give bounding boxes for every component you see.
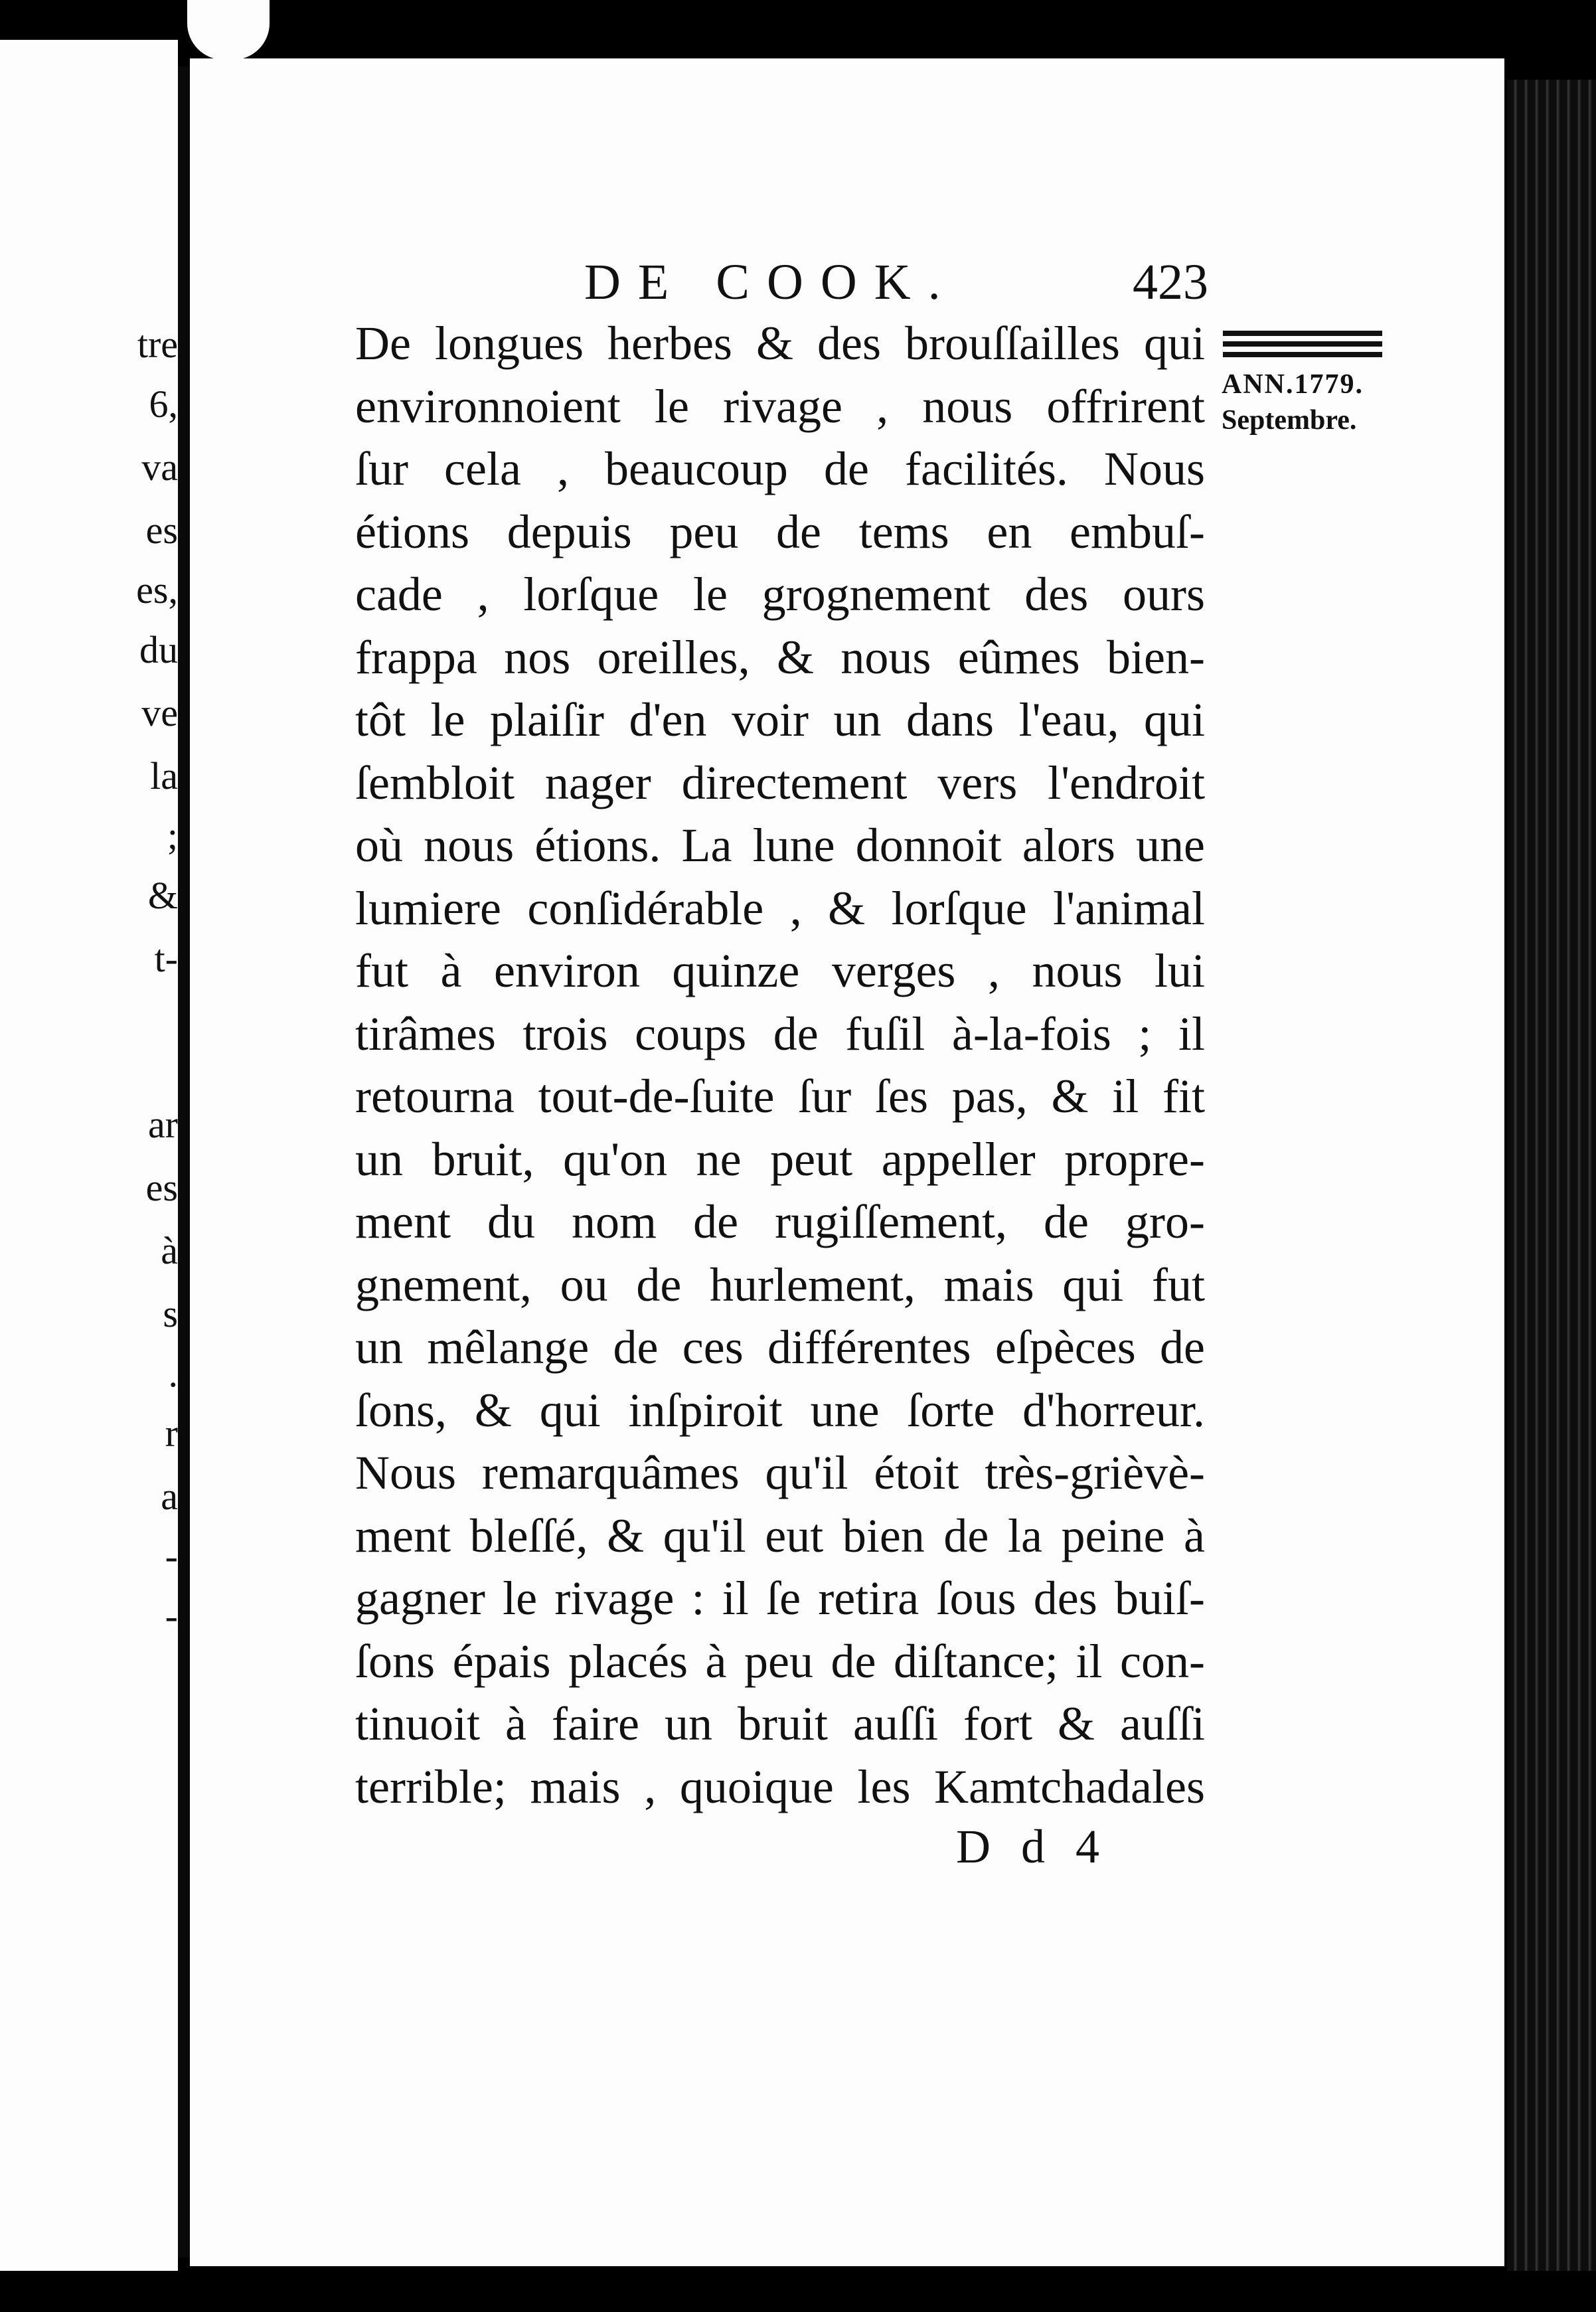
left-page-fragment: - [165, 1534, 178, 1578]
left-page-fragment: r [165, 1412, 178, 1455]
left-page-fragment: es, [136, 568, 178, 612]
body-line: gnement, ou de hurlement, mais qui fut [355, 1258, 1205, 1311]
left-page-edge [0, 40, 178, 2271]
body-line: lumiere conſidérable , & lorſque l'animal [355, 881, 1205, 935]
body-line: tôt le plaiſir d'en voir un dans l'eau, qui [355, 693, 1205, 746]
running-head [584, 254, 1208, 310]
running-title: DE COOK. [584, 254, 958, 310]
left-page-fragment: es [145, 1166, 178, 1209]
body-line: un mêlange de ces différentes eſpèces de [355, 1321, 1205, 1374]
left-page-fragment: t- [154, 937, 178, 980]
body-line: ſembloit nager directement vers l'endroit [355, 756, 1205, 809]
body-line: gagner le rivage : il ſe retira ſous des buiſ- [355, 1572, 1205, 1625]
left-page-fragment: ar [147, 1103, 178, 1146]
margin-note-rule [1223, 331, 1382, 357]
body-line: étions depuis peu de tems en embuſ- [355, 505, 1205, 558]
body-line: frappa nos oreilles, & nous eûmes bien- [355, 630, 1205, 684]
left-page-fragment: à [161, 1229, 178, 1272]
left-page-fragment: la [150, 754, 178, 797]
body-line: ſons, & qui inſpiroit une ſorte d'horreur. [355, 1383, 1205, 1437]
body-text [355, 312, 1205, 1818]
book-fore-edge [1507, 80, 1596, 2271]
left-page-fragment: ; [167, 814, 178, 857]
left-page-fragment: 6, [149, 382, 178, 426]
body-line: ſons épais placés à peu de diſtance; il con- [355, 1634, 1205, 1688]
body-line: ment du nom de rugiſſement, de gro- [355, 1195, 1205, 1248]
signature-mark: D d 4 [956, 1820, 1109, 1873]
body-line: fut à environ quinze verges , nous lui [355, 944, 1205, 997]
page-corner-tab [187, 0, 270, 60]
left-page-fragment: tre [137, 323, 178, 366]
body-line: ſur cela , beaucoup de facilités. Nous [355, 442, 1205, 495]
body-line: retourna tout-de-ſuite ſur ſes pas, & il fit [355, 1070, 1205, 1123]
left-page-fragment: & [147, 874, 178, 917]
left-page-fragment: . [168, 1352, 178, 1395]
left-page-fragment: ve [141, 691, 178, 734]
body-line: un bruit, qu'on ne peut appeller propre- [355, 1132, 1205, 1186]
body-line: ment bleſſé, & qu'il eut bien de la peine à [355, 1509, 1205, 1562]
book-gutter-rule [178, 66, 190, 2258]
body-line: tinuoit à faire un bruit auſſi fort & auſſi [355, 1697, 1205, 1750]
body-line: De longues herbes & des brouſſailles qui [355, 317, 1205, 370]
left-page-fragment: du [139, 628, 178, 671]
margin-note-year: ANN.1779. [1222, 369, 1364, 400]
left-page-fragment: a [161, 1475, 178, 1518]
margin-note-month: Septembre. [1222, 405, 1357, 436]
body-line: tirâmes trois coups de fuſil à-la-fois ; il [355, 1007, 1205, 1060]
body-line: où nous étions. La lune donnoit alors une [355, 819, 1205, 872]
body-line: Nous remarquâmes qu'il étoit très-grièvè- [355, 1446, 1205, 1499]
body-line: terrible; mais , quoique les Kamtchadales [355, 1760, 1205, 1813]
page-number: 423 [1133, 254, 1208, 310]
left-page-fragment: - [165, 1594, 178, 1637]
left-page-fragment: es [145, 509, 178, 552]
left-page-fragment: s [163, 1292, 178, 1335]
body-line: cade , lorſque le grognement des ours [355, 568, 1205, 621]
left-page-fragment: va [141, 446, 178, 489]
body-line: environnoient le rivage , nous offrirent [355, 379, 1205, 433]
